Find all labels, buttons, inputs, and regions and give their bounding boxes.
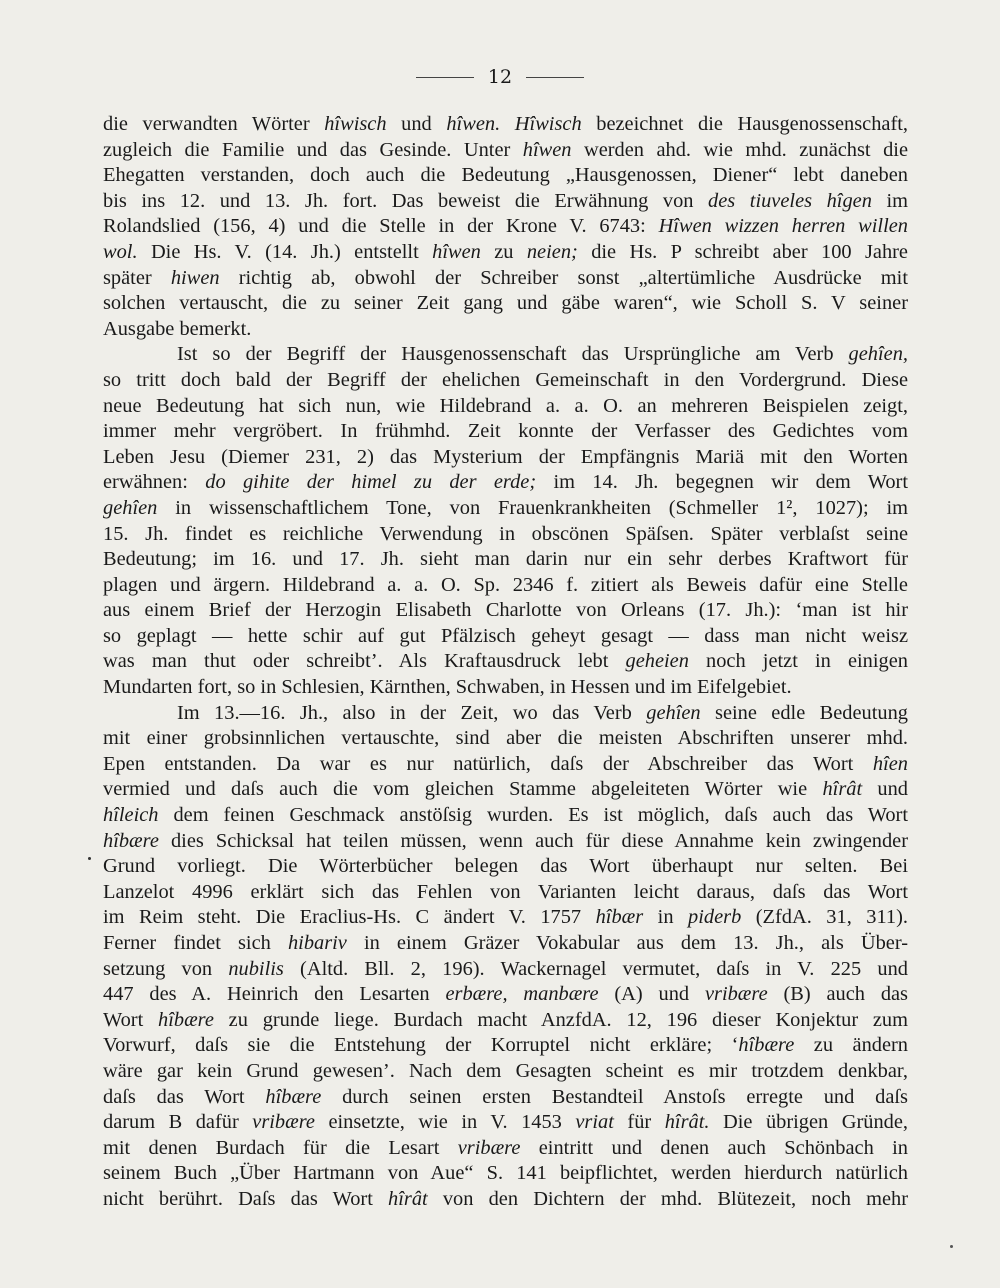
text-segment: darum B dafür <box>103 1111 253 1134</box>
text-segment: Wort <box>103 1008 159 1031</box>
text-segment: die Hs. P schreibt aber 100 Jahre <box>577 240 908 263</box>
text-line <box>103 1059 908 1085</box>
text-line <box>103 803 908 829</box>
text-segment: aus einem Brief der Herzogin Elisabeth Charlotte von Orleans (17. Jh.): ‘man ist hir <box>103 599 908 622</box>
text-line <box>103 317 908 343</box>
text-line <box>103 1085 908 1111</box>
text-segment: und <box>862 778 908 801</box>
text-line <box>103 394 908 420</box>
text-segment: einsetzte, wie in V. 1453 <box>314 1111 576 1134</box>
italic-term: gehîen <box>646 701 701 724</box>
text-segment: (B) auch das <box>767 983 908 1006</box>
text-line <box>103 854 908 880</box>
text-line <box>103 112 908 138</box>
text-segment: Bedeutung; im 16. und 17. Jh. sieht man darin nur ein sehr derbes Kraftwort für <box>103 548 908 571</box>
text-segment: bezeichnet die Hausgenossenschaft, <box>581 113 908 135</box>
text-line <box>103 649 908 675</box>
text-line <box>103 624 908 650</box>
text-line <box>103 573 908 599</box>
italic-term: nubilis <box>228 957 284 980</box>
text-segment: Lanzelot 4996 erklärt sich das Fehlen von Varianten leicht daraus, daſs das Wort <box>103 880 908 903</box>
text-segment: Ehegatten verstanden, doch auch die Bedeutung „Hausgenossen, Diener“ lebt daneben <box>103 164 908 187</box>
text-line <box>103 598 908 624</box>
text-segment: die verwandten Wörter <box>103 113 325 135</box>
text-line <box>103 214 908 240</box>
text-segment: (A) und <box>598 983 705 1006</box>
text-segment: in wissenschaftlichem Tone, von Frauenkrankheiten (Schmeller 1², 1027); im <box>157 496 908 519</box>
text-segment: noch jetzt in einigen <box>688 650 908 673</box>
header-rule-left <box>416 77 474 78</box>
text-segment: Ausgabe bemerkt. <box>103 317 252 340</box>
text-segment: durch seinen ersten Bestandteil Anstoſs erregte und daſs <box>321 1085 908 1108</box>
text-segment: Rolandslied (156, 4) und die Stelle in der Krone V. 6743: <box>103 215 659 238</box>
italic-term: do gihite der himel zu der erde; <box>205 471 537 494</box>
text-line <box>103 470 908 496</box>
page-header <box>0 66 1000 88</box>
italic-term: neien; <box>526 240 578 263</box>
text-line <box>103 982 908 1008</box>
text-line <box>103 957 908 983</box>
text-segment: bis ins 12. und 13. Jh. fort. Das beweist die Erwähnung von <box>103 189 709 212</box>
text-line <box>103 931 908 957</box>
italic-term: vribære <box>457 1136 521 1159</box>
text-segment: richtig ab, obwohl der Schreiber sonst „altertümliche Ausdrücke mit <box>219 266 908 289</box>
page-number: 12 <box>487 66 513 88</box>
text-segment: seinem Buch „Über Hartmann von Aue“ S. 141 beipflichtet, werden hierdurch natürlich <box>103 1162 908 1185</box>
text-line <box>103 189 908 215</box>
text-segment: im Reim steht. Die Eraclius-Hs. C ändert V. 1757 <box>103 906 596 929</box>
text-line <box>103 752 908 778</box>
text-segment: Die übrigen Gründe, <box>709 1111 908 1134</box>
text-segment: neue Bedeutung hat sich nun, wie Hildebrand a. a. O. an mehreren Beispielen zeigt, <box>103 394 908 417</box>
italic-term: hîleich <box>103 804 159 827</box>
text-segment: dies Schicksal hat teilen müssen, wenn auch für diese Annahme kein zwingender <box>158 829 908 852</box>
text-segment: erwähnen: <box>103 471 206 494</box>
italic-term: des tiuveles hîgen <box>708 189 872 212</box>
italic-term: erbære, manbære <box>445 983 599 1006</box>
text-segment: eintritt und denen auch Schönbach in <box>520 1136 908 1159</box>
text-segment: in <box>643 906 689 929</box>
italic-term: hiwen <box>170 266 220 289</box>
text-segment: Grund vorliegt. Die Wörterbücher belegen das Wort überhaupt nur selten. Bei <box>103 855 908 878</box>
italic-term: hîbære <box>158 1008 214 1031</box>
italic-term: hîbær <box>595 906 644 929</box>
text-line <box>103 291 908 317</box>
italic-term: hîwen <box>522 138 572 161</box>
text-line <box>103 1187 908 1213</box>
italic-term: hîwisch <box>324 113 387 135</box>
margin-mark <box>950 1245 953 1248</box>
text-segment: zu <box>480 240 527 263</box>
text-segment: von den Dichtern der mhd. Blütezeit, noch mehr <box>427 1187 908 1210</box>
text-segment: daſs das Wort <box>103 1085 266 1108</box>
text-line <box>103 522 908 548</box>
italic-term: hîbære <box>265 1085 322 1108</box>
text-segment: Im 13.—16. Jh., also in der Zeit, wo das Verb <box>177 701 647 724</box>
text-line <box>103 163 908 189</box>
text-segment: so geplagt — hette schir auf gut Pfälzisch geheyt gesagt — dass man nicht weisz <box>103 624 908 647</box>
text-segment: Vorwurf, daſs sie die Entstehung der Korruptel nicht erkläre; ‘ <box>103 1034 739 1057</box>
text-line <box>103 880 908 906</box>
italic-term: hibariv <box>287 932 347 954</box>
text-segment: für <box>613 1111 665 1134</box>
text-segment: zu grunde liege. Burdach macht AnzfdA. 12, 196 dieser Konjektur zum <box>213 1008 908 1031</box>
text-segment: mit denen Burdach für die Lesart <box>103 1136 458 1159</box>
text-line <box>103 419 908 445</box>
text-line <box>103 547 908 573</box>
text-line <box>103 138 908 164</box>
italic-term: hîrât <box>822 778 863 801</box>
text-segment: und <box>386 113 447 135</box>
text-segment: vermied und daſs auch die vom gleichen Stamme abgeleiteten Wörter wie <box>103 778 823 801</box>
text-segment <box>500 113 515 135</box>
italic-term: vribære <box>252 1111 315 1134</box>
text-segment: solchen vertauscht, die zu seiner Zeit gang und gäbe waren“, wie Scholl S. V seiner <box>103 292 908 315</box>
text-line <box>103 905 908 931</box>
text-segment: immer mehr vergröbert. In frühmhd. Zeit konnte der Verfasser des Gedichtes vom <box>103 420 908 443</box>
text-segment: setzung von <box>103 957 229 980</box>
italic-term: hîwen <box>432 240 481 263</box>
text-segment: im <box>871 189 908 212</box>
text-segment: (Altd. Bll. 2, 196). Wackernagel vermutet, daſs in V. 225 und <box>283 957 908 980</box>
header-rule-right <box>526 77 584 78</box>
italic-term: hîen <box>872 752 908 775</box>
italic-term: piderb <box>688 906 742 929</box>
text-segment: seine edle Bedeutung <box>700 701 908 724</box>
text-segment: später <box>103 266 171 289</box>
text-segment: nicht berührt. Daſs das Wort <box>103 1187 389 1210</box>
body-text <box>103 112 908 1213</box>
text-line <box>103 701 908 727</box>
text-line <box>103 777 908 803</box>
italic-term: wol. <box>103 240 138 263</box>
text-line <box>103 726 908 752</box>
text-segment: plagen und ärgern. Hildebrand a. a. O. Sp. 2346 f. zitiert als Beweis dafür eine Stelle <box>103 573 908 596</box>
text-segment: 15. Jh. findet es reichliche Verwendung in obscönen Späſsen. Später verblaſst seine <box>103 522 908 545</box>
text-segment: 447 des A. Heinrich den Lesarten <box>103 983 446 1006</box>
text-segment: dem feinen Geschmack anstöſsig wurden. Es ist möglich, daſs auch das Wort <box>158 804 908 827</box>
text-line <box>103 445 908 471</box>
text-line <box>103 1161 908 1187</box>
text-segment: Epen entstanden. Da war es nur natürlich, daſs der Abschreiber das Wort <box>103 752 873 775</box>
italic-term: hîwen. <box>446 113 501 135</box>
text-segment: zugleich die Familie und das Gesinde. Unter <box>103 138 523 161</box>
italic-term: Hîwisch <box>514 113 582 135</box>
text-segment: Mundarten fort, so in Schlesien, Kärnthen, Schwaben, in Hessen und im Eifelgebiet. <box>103 676 792 699</box>
text-segment: so tritt doch bald der Begriff der ehelichen Gemeinschaft in den Vordergrund. Diese <box>103 368 908 391</box>
italic-term: geheien <box>625 650 689 673</box>
text-segment: im 14. Jh. begegnen wir dem Wort <box>536 471 908 494</box>
text-segment: Leben Jesu (Diemer 231, 2) das Mysterium der Empfängnis Mariä mit den Worten <box>103 445 908 468</box>
italic-term: vribære <box>704 983 768 1006</box>
text-segment: (ZfdA. 31, 311). <box>741 906 908 929</box>
italic-term: hîbære <box>738 1034 795 1057</box>
italic-term: vriat <box>575 1111 614 1134</box>
text-line <box>103 368 908 394</box>
text-line <box>103 342 908 368</box>
italic-term: hîrât. <box>664 1111 710 1134</box>
text-segment: mit einer grobsinnlichen vertauschte, sind aber die meisten Abschriften unserer mhd. <box>103 727 908 750</box>
text-segment: zu ändern <box>794 1034 908 1057</box>
text-segment: Die Hs. V. (14. Jh.) entstellt <box>137 240 433 263</box>
text-segment: was man thut oder schreibt’. Als Kraftausdruck lebt <box>103 650 626 673</box>
text-line <box>103 496 908 522</box>
text-line <box>103 1110 908 1136</box>
text-line <box>103 1033 908 1059</box>
text-segment: Ist so der Begriff der Hausgenossenschaft das Ursprüngliche am Verb <box>177 343 849 366</box>
text-segment: werden ahd. wie mhd. zunächst die <box>571 138 908 161</box>
italic-term: gehîen <box>103 496 158 519</box>
text-line <box>103 266 908 292</box>
text-line <box>103 675 908 701</box>
italic-term: hîrât <box>388 1187 428 1210</box>
text-line <box>103 1008 908 1034</box>
text-line <box>103 829 908 855</box>
italic-term: Hîwen wizzen herren willen <box>658 215 908 238</box>
text-segment: wäre gar kein Grund gewesen’. Nach dem Gesagten scheint es mir trotzdem denkbar, <box>103 1059 908 1082</box>
text-segment: in einem Gräzer Vokabular aus dem 13. Jh., als Über- <box>346 932 908 954</box>
italic-term: gehîen, <box>848 343 908 366</box>
text-segment: Ferner findet sich <box>103 932 288 954</box>
margin-mark <box>88 857 91 860</box>
text-line <box>103 240 908 266</box>
text-line <box>103 1136 908 1162</box>
italic-term: hîbære <box>103 829 159 852</box>
